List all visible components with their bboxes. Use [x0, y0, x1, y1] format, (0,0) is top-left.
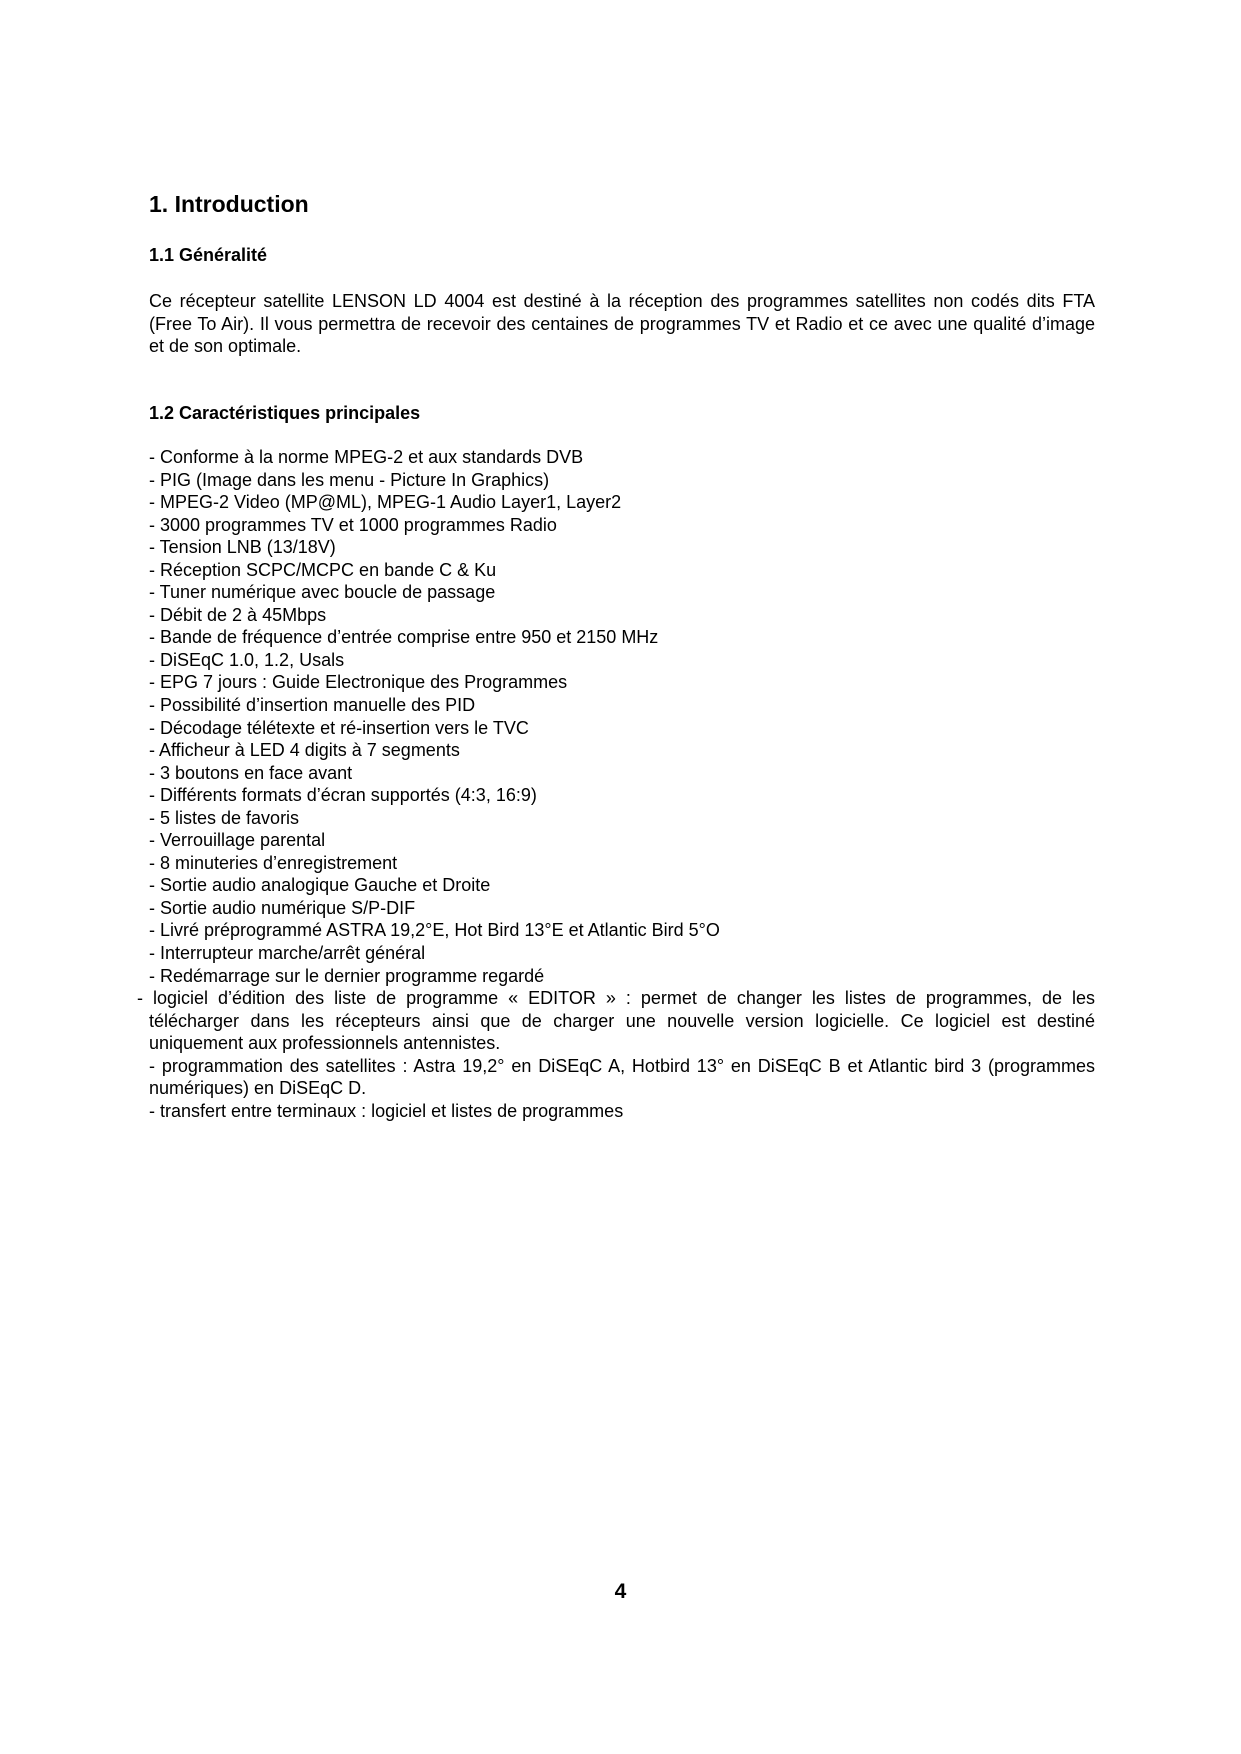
feature-item: - Tension LNB (13/18V) [149, 537, 336, 558]
feature-item: - EPG 7 jours : Guide Electronique des Programmes [149, 672, 568, 693]
generalite-paragraph: Ce récepteur satellite LENSON LD 4004 est destiné à la réception des programmes satellites non codés dits FTA (Free To Air). Il vous permettra de recevoir des centaines de programmes TV et Radio et ce avec une qualité d’image et de son optimale. [149, 291, 1095, 357]
feature-item: - Interrupteur marche/arrêt général [149, 943, 426, 964]
feature-item: - PIG (Image dans les menu - Picture In Graphics) [149, 469, 550, 490]
feature-item: - DiSEqC 1.0, 1.2, Usals [149, 649, 345, 670]
feature-item: - Conforme à la norme MPEG-2 et aux standards DVB [149, 447, 584, 467]
feature-item: - Redémarrage sur le dernier programme regardé [149, 965, 545, 986]
features-list [137, 446, 1095, 1122]
feature-item: - programmation des satellites : Astra 19,2° en DiSEqC A, Hotbird 13° en DiSEqC B et Atlantic bird 3 (programmes numériques) en DiSEqC D. [149, 1055, 1095, 1099]
feature-item: - Différents formats d’écran supportés (4:3, 16:9) [149, 785, 537, 806]
feature-item: - logiciel d’édition des liste de programme « EDITOR » : permet de changer les listes de programmes, de les télécharger dans les récepteurs ainsi que de charger une nouvelle version logicielle. Ce logiciel est destiné uniquement aux professionnels antennistes. [137, 988, 1095, 1054]
feature-item: - Tuner numérique avec boucle de passage [149, 582, 496, 603]
feature-item: - Décodage télétexte et ré-insertion vers le TVC [149, 717, 529, 738]
feature-item: - Réception SCPC/MCPC en bande C & Ku [149, 559, 497, 580]
feature-item: - Sortie audio numérique S/P-DIF [149, 897, 416, 918]
subsection-title-generalite: 1.1 Généralité [149, 245, 268, 265]
feature-item: - Livré préprogrammé ASTRA 19,2°E, Hot Bird 13°E et Atlantic Bird 5°O [149, 920, 720, 941]
feature-item: - Afficheur à LED 4 digits à 7 segments [149, 740, 460, 761]
subsection-title-caracteristiques: 1.2 Caractéristiques principales [149, 403, 421, 423]
section-title: 1. Introduction [149, 191, 309, 217]
feature-item: - 8 minuteries d’enregistrement [149, 852, 398, 873]
feature-item: - MPEG-2 Video (MP@ML), MPEG-1 Audio Layer1, Layer2 [149, 492, 622, 513]
feature-item: - transfert entre terminaux : logiciel et listes de programmes [149, 1100, 624, 1121]
feature-item: - 3 boutons en face avant [149, 762, 353, 783]
feature-item: - Sortie audio analogique Gauche et Droite [149, 875, 491, 896]
feature-item: - 5 listes de favoris [149, 807, 300, 828]
feature-item: - 3000 programmes TV et 1000 programmes Radio [149, 514, 557, 535]
feature-item: - Possibilité d’insertion manuelle des PID [149, 695, 476, 716]
feature-item: - Verrouillage parental [149, 830, 326, 851]
feature-item: - Débit de 2 à 45Mbps [149, 604, 327, 625]
feature-item: - Bande de fréquence d’entrée comprise entre 950 et 2150 MHz [149, 627, 659, 648]
page-number: 4 [614, 1580, 627, 1603]
